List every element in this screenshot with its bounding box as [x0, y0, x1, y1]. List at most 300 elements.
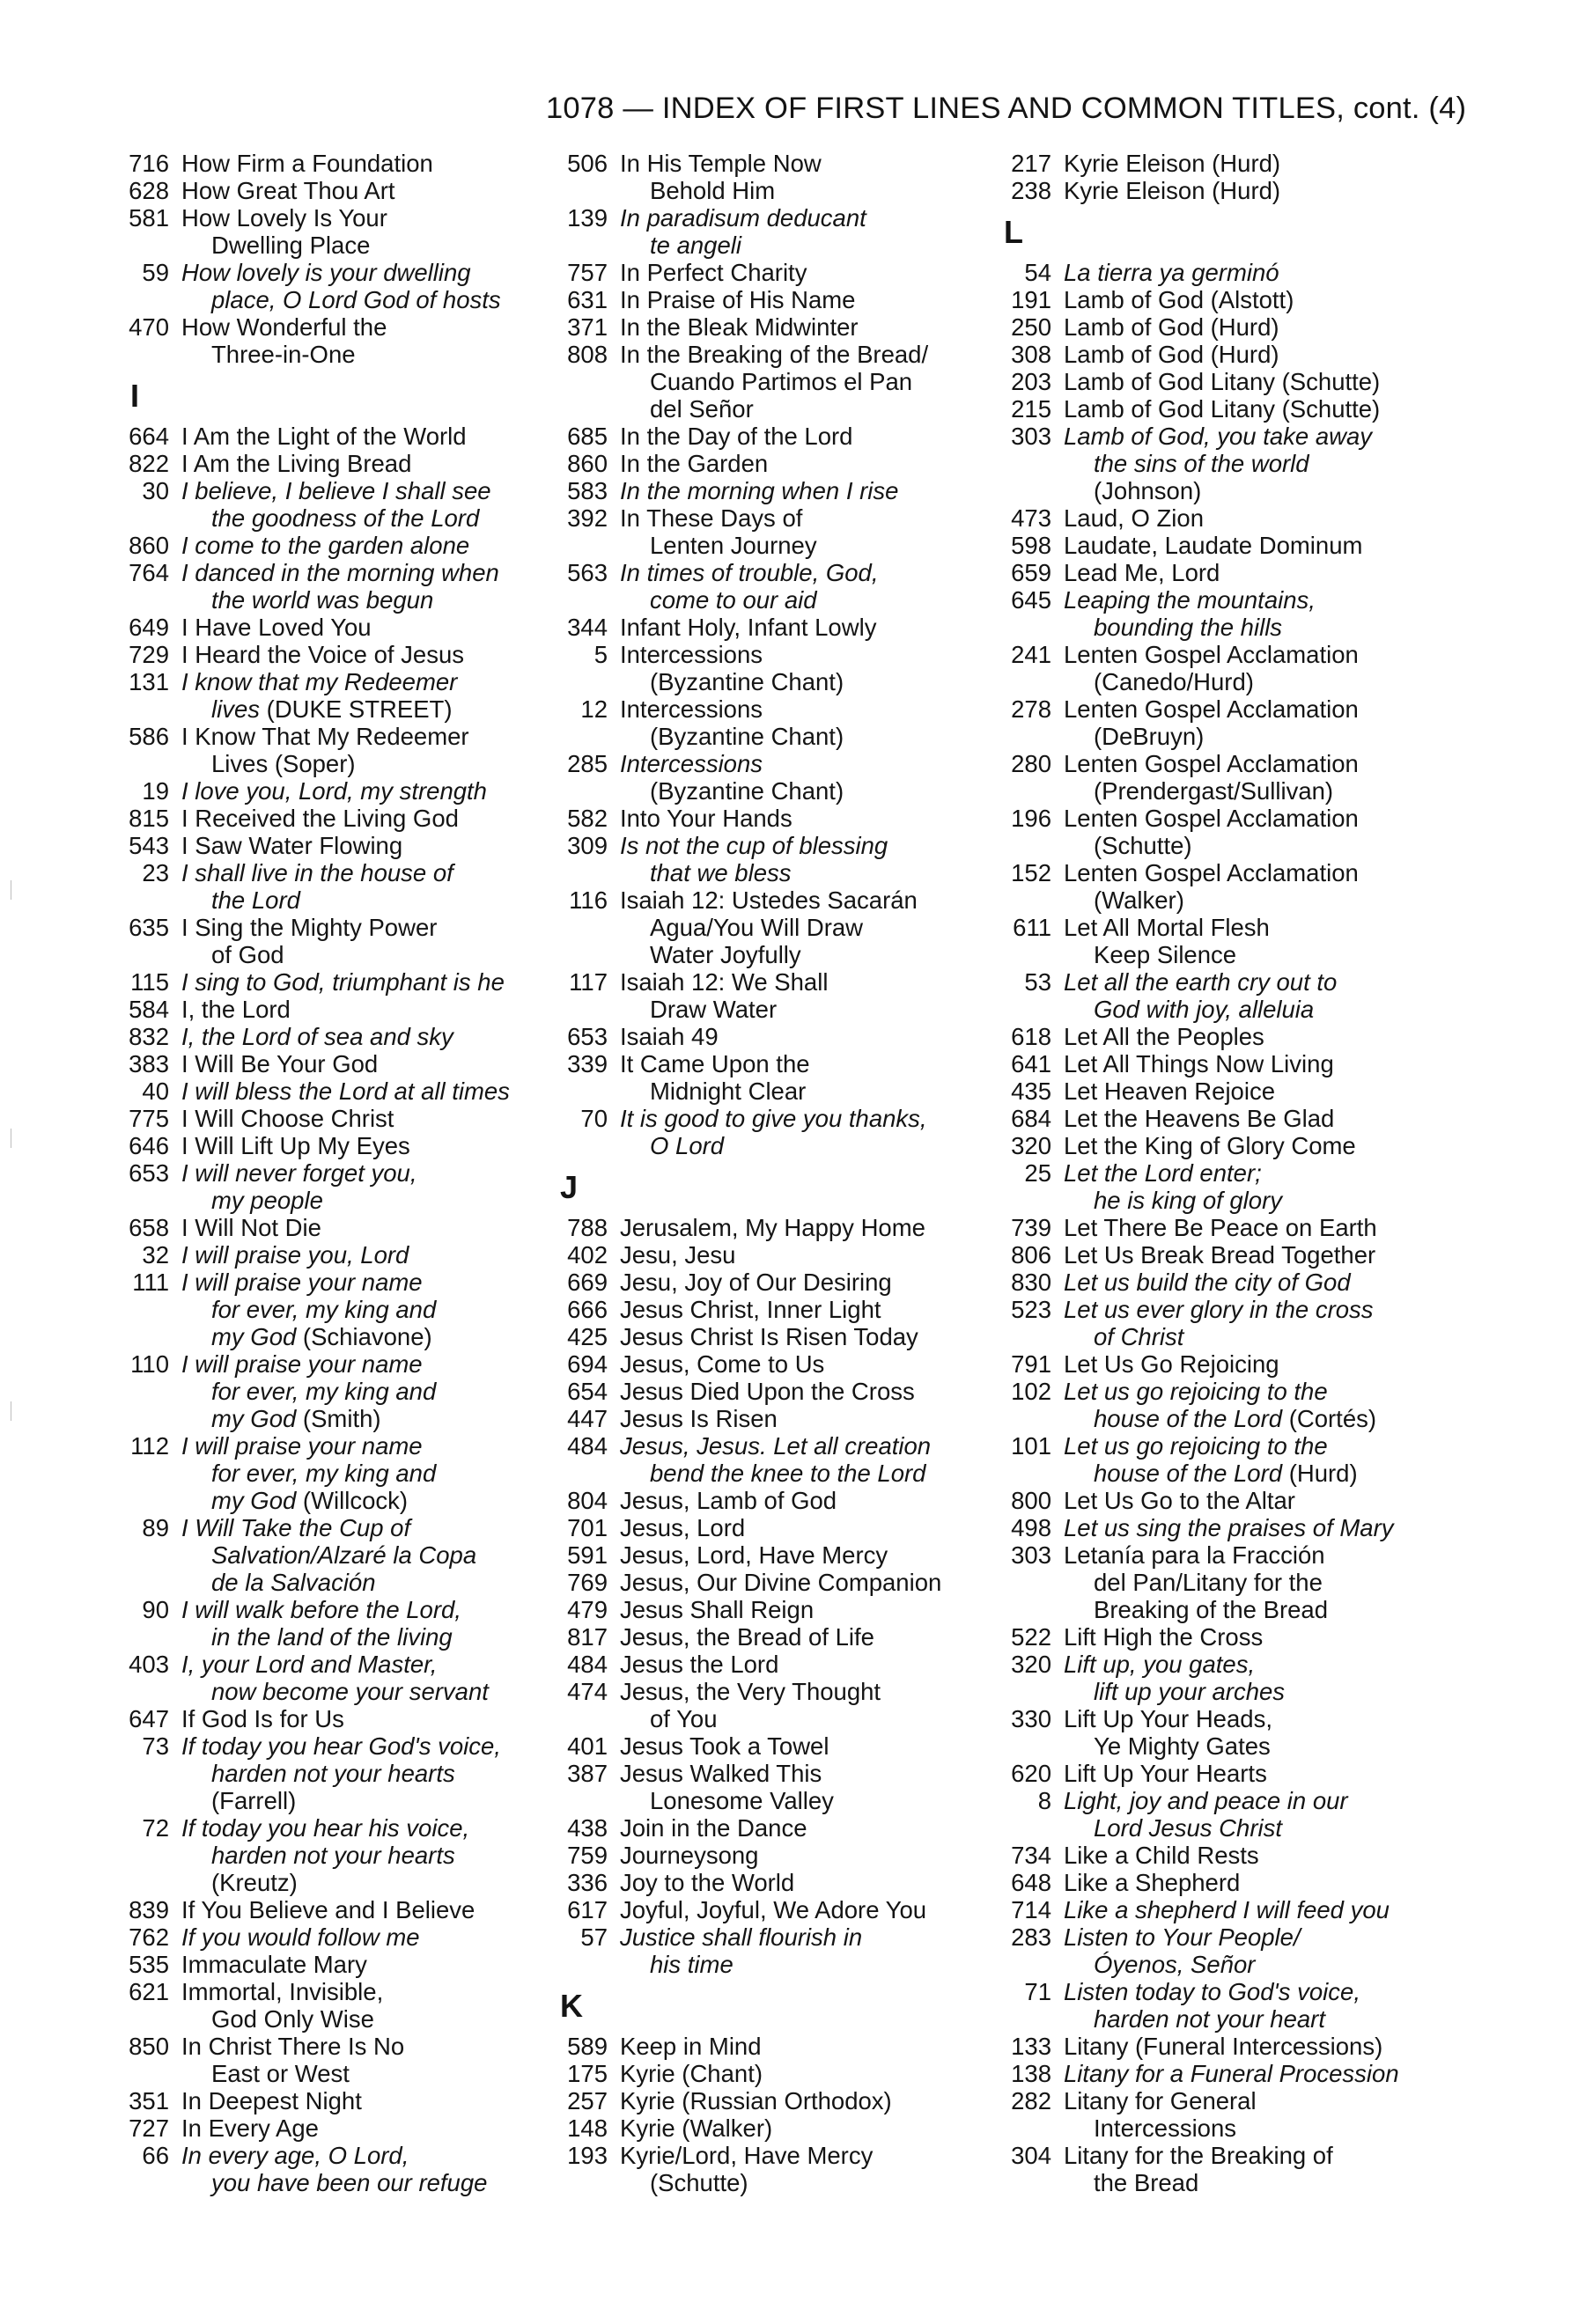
- title-line: In Deepest Night: [181, 2087, 362, 2114]
- title-line: I, your Lord and Master,: [181, 1651, 438, 1678]
- title-line: In Perfect Charity: [620, 259, 807, 286]
- index-entry: [553, 1842, 993, 1869]
- hymn-title: [181, 259, 528, 313]
- hymn-number: 648: [1011, 1869, 1051, 1896]
- title-continuation: my God (Schiavone): [211, 1323, 432, 1350]
- index-entry: [553, 1541, 993, 1569]
- index-entry: [114, 313, 528, 368]
- title-line: It is good to give you thanks,: [620, 1105, 927, 1132]
- hymn-title: [620, 1569, 993, 1596]
- title-line: Listen to Your People/: [1064, 1923, 1301, 1951]
- index-entry: [997, 313, 1419, 341]
- hymn-number: 523: [1011, 1296, 1051, 1323]
- hymn-number: 371: [567, 313, 608, 341]
- title-continuation: Agua/You Will Draw: [650, 914, 864, 941]
- hymn-number: 658: [129, 1214, 169, 1241]
- hymn-number: 646: [129, 1132, 169, 1159]
- hymn-title: [181, 559, 528, 614]
- title-continuation: Water Joyfully: [650, 941, 801, 968]
- title-line: In paradisum deducant: [620, 204, 866, 232]
- title-line: Lamb of God Litany (Schutte): [1064, 368, 1381, 395]
- hymn-title: [1064, 1077, 1419, 1105]
- title-line: I will walk before the Lord,: [181, 1596, 461, 1623]
- hymn-number: 283: [1011, 1923, 1051, 1951]
- index-entry: [997, 423, 1419, 504]
- hymn-number: 791: [1011, 1350, 1051, 1378]
- hymn-number: 860: [129, 532, 169, 559]
- hymn-number: 618: [1011, 1023, 1051, 1050]
- index-entry: [114, 477, 528, 532]
- index-entry: [114, 1596, 528, 1651]
- title-continuation: harden not your heart: [1094, 2005, 1325, 2033]
- hymn-title: [620, 2060, 993, 2087]
- index-entry: [997, 1050, 1419, 1077]
- hymn-number: 684: [1011, 1105, 1051, 1132]
- hymn-number: 73: [142, 1732, 169, 1760]
- hymn-title: [620, 450, 993, 477]
- title-continuation: of Christ: [1094, 1323, 1184, 1350]
- title-continuation: harden not your hearts: [211, 1760, 455, 1787]
- index-entry: [553, 1214, 993, 1241]
- title-continuation: harden not your hearts: [211, 1842, 455, 1869]
- hymn-number: 40: [142, 1077, 169, 1105]
- hymn-title: [620, 641, 993, 695]
- title-line: I will praise your name: [181, 1350, 423, 1378]
- hymn-number: 764: [129, 559, 169, 586]
- hymn-number: 152: [1011, 859, 1051, 886]
- index-entry: [553, 2033, 993, 2060]
- title-line: If today you hear God's voice,: [181, 1732, 501, 1760]
- hymn-number: 729: [129, 641, 169, 668]
- title-attribution: (Schiavone): [296, 1323, 432, 1350]
- hymn-number: 586: [129, 723, 169, 750]
- hymn-title: [620, 1514, 993, 1541]
- hymn-number: 447: [567, 1405, 608, 1432]
- hymn-title: [1064, 341, 1419, 368]
- hymn-title: [181, 996, 528, 1023]
- hymn-title: [620, 150, 993, 204]
- index-entry: [553, 150, 993, 204]
- hymn-number: 215: [1011, 395, 1051, 423]
- index-entry: [553, 614, 993, 641]
- index-entry: [114, 1105, 528, 1132]
- title-line: I danced in the morning when: [181, 559, 499, 586]
- index-entry: [553, 313, 993, 341]
- hymn-title: [1064, 1487, 1419, 1514]
- title-continuation: Three-in-One: [211, 341, 356, 368]
- hymn-number: 70: [580, 1105, 608, 1132]
- hymn-number: 716: [129, 150, 169, 177]
- hymn-title: [620, 2033, 993, 2060]
- index-entry: [553, 1623, 993, 1651]
- index-entry: [114, 914, 528, 968]
- index-entry: [553, 1814, 993, 1842]
- index-entry: [553, 204, 993, 259]
- hymn-number: 832: [129, 1023, 169, 1050]
- hymn-title: [181, 2033, 528, 2087]
- index-entry: [553, 1350, 993, 1378]
- hymn-title: [1064, 1923, 1419, 1978]
- hymn-number: 32: [142, 1241, 169, 1269]
- title-line: Let Us Go to the Altar: [1064, 1487, 1295, 1514]
- title-line: In times of trouble, God,: [620, 559, 879, 586]
- title-continuation: his time: [650, 1951, 734, 1978]
- hymn-title: [181, 204, 528, 259]
- title-continuation: Breaking of the Bread: [1094, 1596, 1329, 1623]
- hymn-title: [181, 1814, 528, 1896]
- title-line: Jesus, Come to Us: [620, 1350, 825, 1378]
- title-line: Listen today to God's voice,: [1064, 1978, 1360, 2005]
- index-entry: [553, 805, 993, 832]
- index-entry: [997, 368, 1419, 395]
- hymn-number: 116: [569, 886, 608, 914]
- index-entry: [997, 750, 1419, 805]
- hymn-number: 435: [1011, 1077, 1051, 1105]
- hymn-number: 282: [1011, 2087, 1051, 2114]
- hymn-title: [620, 1760, 993, 1814]
- title-line: I sing to God, triumphant is he: [181, 968, 505, 996]
- title-line: I Know That My Redeemer: [181, 723, 469, 750]
- hymn-number: 66: [142, 2142, 169, 2169]
- hymn-title: [1064, 2060, 1419, 2087]
- hymn-number: 175: [567, 2060, 608, 2087]
- hymn-number: 694: [567, 1350, 608, 1378]
- hymn-number: 12: [580, 695, 608, 723]
- title-line: Journeysong: [620, 1842, 759, 1869]
- title-line: Lead Me, Lord: [1064, 559, 1220, 586]
- hymn-title: [1064, 1296, 1419, 1350]
- hymn-title: [1064, 504, 1419, 532]
- title-line: Jesus Died Upon the Cross: [620, 1378, 915, 1405]
- title-line: Jesus, Lord: [620, 1514, 746, 1541]
- hymn-number: 762: [129, 1923, 169, 1951]
- hymn-title: [181, 1159, 528, 1214]
- title-line: Jesus Christ Is Risen Today: [620, 1323, 918, 1350]
- title-line: In Every Age: [181, 2114, 319, 2142]
- hymn-title: [1064, 1705, 1419, 1760]
- title-line: I will praise you, Lord: [181, 1241, 409, 1269]
- hymn-number: 19: [142, 777, 169, 805]
- index-entry: [114, 996, 528, 1023]
- hymn-number: 339: [567, 1050, 608, 1077]
- index-entry: [114, 859, 528, 914]
- hymn-number: 304: [1011, 2142, 1051, 2169]
- index-entry: [553, 1405, 993, 1432]
- hymn-number: 479: [567, 1596, 608, 1623]
- hymn-title: [181, 1896, 528, 1923]
- title-continuation: for ever, my king and: [211, 1460, 437, 1487]
- index-entry: [114, 1050, 528, 1077]
- hymn-title: [181, 1923, 528, 1951]
- hymn-title: [1064, 1132, 1419, 1159]
- hymn-number: 598: [1011, 532, 1051, 559]
- index-entry: [114, 1814, 528, 1896]
- title-line: Light, joy and peace in our: [1064, 1787, 1348, 1814]
- hymn-title: [620, 1814, 993, 1842]
- title-line: Lenten Gospel Acclamation: [1064, 695, 1359, 723]
- index-entry: [114, 1923, 528, 1951]
- title-line: Lenten Gospel Acclamation: [1064, 859, 1359, 886]
- index-entry: [553, 1487, 993, 1514]
- hymn-title: [181, 1214, 528, 1241]
- title-continuation: house of the Lord (Hurd): [1094, 1460, 1358, 1487]
- hymn-title: [1064, 532, 1419, 559]
- hymn-title: [1064, 1514, 1419, 1541]
- title-line: I Saw Water Flowing: [181, 832, 403, 859]
- title-line: Lamb of God, you take away: [1064, 423, 1373, 450]
- title-line: If You Believe and I Believe: [181, 1896, 476, 1923]
- index-entry: [114, 805, 528, 832]
- hymn-number: 238: [1011, 177, 1051, 204]
- index-entry: [553, 968, 993, 1023]
- title-line: Let us go rejoicing to the: [1064, 1432, 1328, 1460]
- hymn-number: 303: [1011, 423, 1051, 450]
- title-line: Jesus, Lord, Have Mercy: [620, 1541, 888, 1569]
- index-entry: [997, 259, 1419, 286]
- index-entry: [997, 1623, 1419, 1651]
- index-entry: [553, 1023, 993, 1050]
- index-entry: [997, 914, 1419, 968]
- hymn-title: [181, 423, 528, 450]
- hymn-number: 620: [1011, 1760, 1051, 1787]
- title-attribution: (Willcock): [296, 1487, 409, 1514]
- hymn-number: 666: [567, 1296, 608, 1323]
- hymn-number: 101: [1011, 1432, 1051, 1460]
- index-entry: [997, 1077, 1419, 1105]
- index-entry: [553, 1760, 993, 1814]
- hymn-number: 133: [1011, 2033, 1051, 2060]
- title-continuation: (Byzantine Chant): [650, 668, 844, 695]
- hymn-number: 71: [1024, 1978, 1051, 2005]
- index-entry: [553, 504, 993, 559]
- index-entry: [997, 1541, 1419, 1623]
- hymn-number: 8: [1037, 1787, 1051, 1814]
- title-line: Intercessions: [620, 750, 763, 777]
- title-line: I will never forget you,: [181, 1159, 417, 1187]
- title-line: Jesus Is Risen: [620, 1405, 778, 1432]
- hymn-title: [620, 886, 993, 968]
- index-entry: [114, 450, 528, 477]
- hymn-title: [620, 1432, 993, 1487]
- title-line: I Received the Living God: [181, 805, 459, 832]
- hymn-title: [620, 1487, 993, 1514]
- index-entry: [114, 259, 528, 313]
- hymn-number: 653: [129, 1159, 169, 1187]
- index-entry: [114, 1241, 528, 1269]
- title-line: Let Us Go Rejoicing: [1064, 1350, 1279, 1378]
- title-line: Laud, O Zion: [1064, 504, 1204, 532]
- hymn-number: 131: [129, 668, 169, 695]
- index-entry: [553, 1296, 993, 1323]
- title-line: Is not the cup of blessing: [620, 832, 888, 859]
- hymn-number: 617: [567, 1896, 608, 1923]
- hymn-number: 102: [1011, 1378, 1051, 1405]
- hymn-title: [181, 477, 528, 532]
- index-entry: [114, 1705, 528, 1732]
- hymn-number: 383: [129, 1050, 169, 1077]
- hymn-number: 631: [567, 286, 608, 313]
- hymn-number: 402: [567, 1241, 608, 1269]
- hymn-number: 714: [1011, 1896, 1051, 1923]
- title-continuation: the goodness of the Lord: [211, 504, 480, 532]
- hymn-number: 734: [1011, 1842, 1051, 1869]
- index-entry: [553, 477, 993, 504]
- title-line: I Have Loved You: [181, 614, 372, 641]
- title-continuation: te angeli: [650, 232, 741, 259]
- index-entry: [997, 641, 1419, 695]
- title-line: I, the Lord of sea and sky: [181, 1023, 453, 1050]
- title-line: I Will Take the Cup of: [181, 1514, 411, 1541]
- hymn-title: [181, 1732, 528, 1814]
- index-entry: [997, 395, 1419, 423]
- index-entry: [114, 2114, 528, 2142]
- hymn-title: [181, 832, 528, 859]
- hymn-title: [181, 2114, 528, 2142]
- title-line: Lenten Gospel Acclamation: [1064, 641, 1359, 668]
- hymn-title: [620, 1241, 993, 1269]
- hymn-title: [620, 341, 993, 423]
- title-line: In the morning when I rise: [620, 477, 899, 504]
- title-continuation: (Byzantine Chant): [650, 777, 844, 805]
- title-continuation: (Byzantine Chant): [650, 723, 844, 750]
- hymn-number: 57: [580, 1923, 608, 1951]
- hymn-title: [620, 504, 993, 559]
- title-line: Jesus Walked This: [620, 1760, 822, 1787]
- hymn-number: 800: [1011, 1487, 1051, 1514]
- title-line: Jesus, Our Divine Companion: [620, 1569, 942, 1596]
- title-line: Laudate, Laudate Dominum: [1064, 532, 1363, 559]
- index-entry: [553, 1241, 993, 1269]
- index-entry: [553, 1651, 993, 1678]
- hymn-title: [1064, 1350, 1419, 1378]
- title-line: Jesu, Joy of Our Desiring: [620, 1269, 892, 1296]
- hymn-number: 649: [129, 614, 169, 641]
- index-entry: [553, 2142, 993, 2196]
- index-entry: [553, 1105, 993, 1159]
- index-entry: [997, 1269, 1419, 1296]
- index-entry: [553, 1678, 993, 1732]
- hymn-title: [620, 1405, 993, 1432]
- hymn-title: [1064, 177, 1419, 204]
- title-continuation: Dwelling Place: [211, 232, 371, 259]
- title-line: Intercessions: [620, 641, 763, 668]
- title-line: I Will Lift Up My Eyes: [181, 1132, 410, 1159]
- hymn-number: 470: [129, 313, 169, 341]
- title-line: In the Bleak Midwinter: [620, 313, 859, 341]
- index-entry: [997, 968, 1419, 1023]
- index-entry: [997, 341, 1419, 368]
- index-entry: [553, 1569, 993, 1596]
- hymn-title: [181, 2142, 528, 2196]
- title-continuation: (Walker): [1094, 886, 1184, 914]
- hymn-title: [181, 177, 528, 204]
- index-entry: [553, 1923, 993, 1978]
- index-entry: [114, 1651, 528, 1705]
- hymn-title: [1064, 914, 1419, 968]
- index-entry: [114, 1269, 528, 1350]
- title-line: Joyful, Joyful, We Adore You: [620, 1896, 927, 1923]
- title-continuation: Draw Water: [650, 996, 778, 1023]
- title-continuation: the Bread: [1094, 2169, 1199, 2196]
- index-entry: [553, 341, 993, 423]
- hymn-number: 522: [1011, 1623, 1051, 1651]
- title-line: How Firm a Foundation: [181, 150, 433, 177]
- hymn-number: 191: [1011, 286, 1051, 313]
- hymn-title: [1064, 1159, 1419, 1214]
- title-continuation: house of the Lord (Cortés): [1094, 1405, 1377, 1432]
- hymn-title: [1064, 1978, 1419, 2033]
- title-line: Jesus Christ, Inner Light: [620, 1296, 881, 1323]
- index-entry: [997, 1132, 1419, 1159]
- index-entry: [997, 2087, 1419, 2142]
- title-line: Let the Heavens Be Glad: [1064, 1105, 1335, 1132]
- index-entry: [553, 2060, 993, 2087]
- title-continuation: Behold Him: [650, 177, 776, 204]
- index-entry: [553, 832, 993, 886]
- hymn-number: 484: [567, 1432, 608, 1460]
- title-line: I will praise your name: [181, 1269, 423, 1296]
- title-line: I know that my Redeemer: [181, 668, 458, 695]
- hymn-title: [181, 532, 528, 559]
- hymn-title: [1064, 805, 1419, 859]
- title-line: Letanía para la Fracción: [1064, 1541, 1325, 1569]
- title-line: Jesus, the Bread of Life: [620, 1623, 874, 1651]
- title-line: Lift up, you gates,: [1064, 1651, 1256, 1678]
- index-entry: [997, 2033, 1419, 2060]
- hymn-number: 611: [1013, 914, 1051, 941]
- hymn-title: [181, 641, 528, 668]
- index-entry: [114, 1514, 528, 1596]
- index-column-3: [997, 150, 1419, 2196]
- hymn-number: 804: [567, 1487, 608, 1514]
- hymn-title: [620, 968, 993, 1023]
- index-entry: [997, 532, 1419, 559]
- hymn-title: [620, 1350, 993, 1378]
- title-line: Like a Child Rests: [1064, 1842, 1259, 1869]
- title-continuation: (Schutte): [1094, 832, 1192, 859]
- section-letter: K: [560, 1988, 583, 2024]
- title-attribution: (DUKE STREET): [260, 695, 453, 723]
- title-line: Jesu, Jesu: [620, 1241, 736, 1269]
- title-line: Lamb of God (Alstott): [1064, 286, 1294, 313]
- title-continuation: lives (DUKE STREET): [211, 695, 453, 723]
- title-line: I will praise your name: [181, 1432, 423, 1460]
- title-line: I, the Lord: [181, 996, 291, 1023]
- hymn-number: 621: [129, 1978, 169, 2005]
- hymn-number: 769: [567, 1569, 608, 1596]
- hymn-number: 647: [129, 1705, 169, 1732]
- title-line: I love you, Lord, my strength: [181, 777, 487, 805]
- hymn-title: [1064, 1896, 1419, 1923]
- title-line: Into Your Hands: [620, 805, 792, 832]
- hymn-number: 822: [129, 450, 169, 477]
- hymn-number: 23: [142, 859, 169, 886]
- title-line: Let the King of Glory Come: [1064, 1132, 1356, 1159]
- title-continuation: he is king of glory: [1094, 1187, 1282, 1214]
- title-continuation: Lord Jesus Christ: [1094, 1814, 1282, 1842]
- hymn-title: [181, 1705, 528, 1732]
- title-continuation: Ye Mighty Gates: [1094, 1732, 1271, 1760]
- title-line: I come to the garden alone: [181, 532, 470, 559]
- title-line: Keep in Mind: [620, 2033, 762, 2060]
- title-continuation: my God (Willcock): [211, 1487, 409, 1514]
- title-continuation: Cuando Partimos el Pan: [650, 368, 913, 395]
- title-line: Jesus Took a Towel: [620, 1732, 829, 1760]
- title-line: Justice shall flourish in: [620, 1923, 863, 1951]
- title-continuation: that we bless: [650, 859, 792, 886]
- hymn-title: [620, 286, 993, 313]
- hymn-title: [620, 1896, 993, 1923]
